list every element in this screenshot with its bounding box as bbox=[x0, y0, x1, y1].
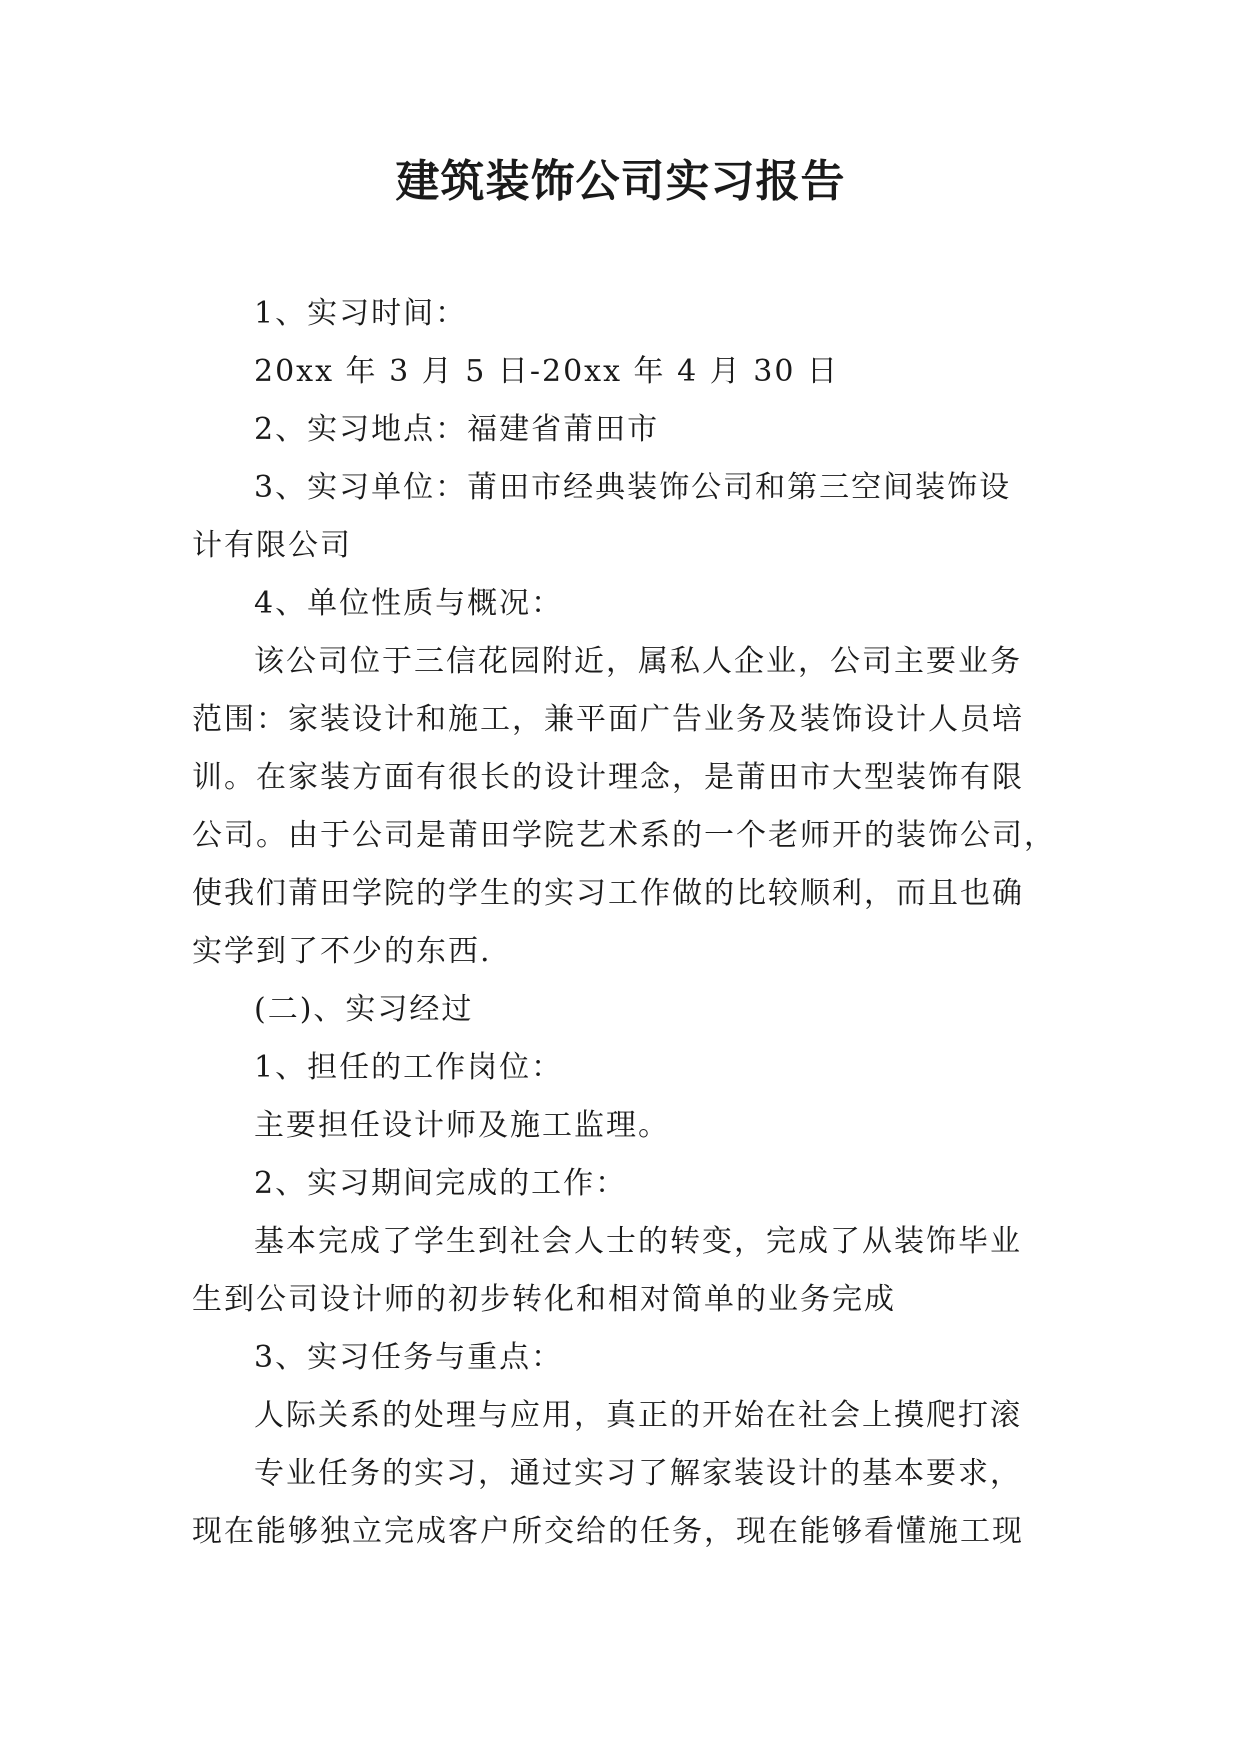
text-line: 20xx 年 3 月 5 日-20xx 年 4 月 30 日 bbox=[254, 354, 839, 389]
text-line: 1、实习时间： bbox=[254, 296, 468, 331]
text-line: 基本完成了学生到社会人士的转变，完成了从装饰毕业 bbox=[254, 1224, 1022, 1259]
text-line: 1、担任的工作岗位： bbox=[254, 1050, 564, 1085]
text-line: 3、实习任务与重点： bbox=[254, 1340, 564, 1375]
text-line: 3、实习单位：莆田市经典装饰公司和第三空间装饰设 bbox=[254, 470, 1012, 505]
text-line: 生到公司设计师的初步转化和相对简单的业务完成 bbox=[192, 1282, 896, 1317]
text-line: 专业任务的实习，通过实习了解家装设计的基本要求， bbox=[254, 1456, 1022, 1491]
document-title: 建筑装饰公司实习报告 bbox=[395, 156, 846, 207]
text-line: 范围：家装设计和施工，兼平面广告业务及装饰设计人员培 bbox=[192, 702, 1024, 737]
document-body bbox=[192, 285, 1060, 1561]
text-line: 计有限公司 bbox=[192, 528, 352, 563]
text-line: 2、实习期间完成的工作： bbox=[254, 1166, 628, 1201]
text-line: 主要担任设计师及施工监理。 bbox=[254, 1108, 670, 1143]
text-line: (二)、实习经过 bbox=[254, 992, 474, 1027]
text-line: 实学到了不少的东西. bbox=[192, 934, 492, 969]
text-line: 公司。由于公司是莆田学院艺术系的一个老师开的装饰公司， bbox=[192, 818, 1056, 853]
text-line: 训。在家装方面有很长的设计理念，是莆田市大型装饰有限 bbox=[192, 760, 1024, 795]
text-line: 现在能够独立完成客户所交给的任务，现在能够看懂施工现 bbox=[192, 1514, 1024, 1549]
text-line: 4、单位性质与概况： bbox=[254, 586, 564, 621]
text-line: 2、实习地点：福建省莆田市 bbox=[254, 412, 660, 447]
text-line: 人际关系的处理与应用，真正的开始在社会上摸爬打滚 bbox=[254, 1398, 1022, 1433]
text-line: 该公司位于三信花园附近，属私人企业，公司主要业务 bbox=[254, 644, 1022, 679]
text-line: 使我们莆田学院的学生的实习工作做的比较顺利，而且也确 bbox=[192, 876, 1024, 911]
